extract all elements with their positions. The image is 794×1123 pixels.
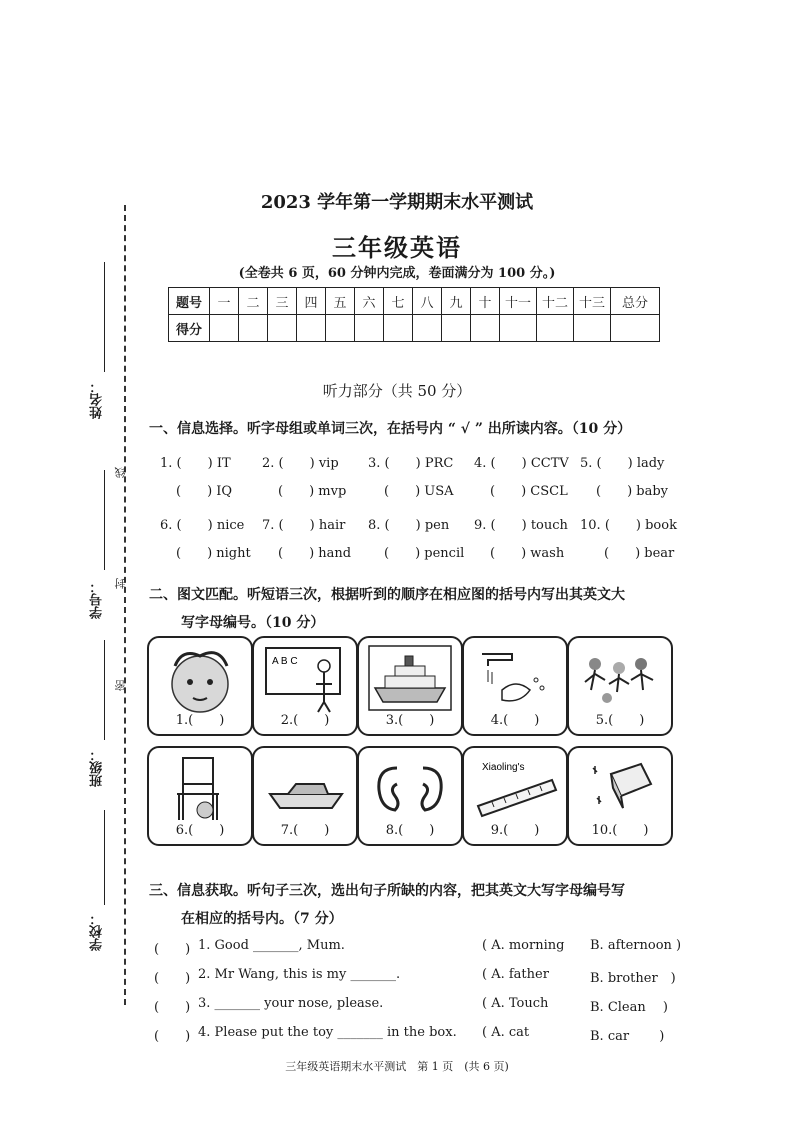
margin-name-label: 姓名： (90, 380, 105, 419)
row-label-question: 题号 (169, 288, 210, 315)
q3-option-b: B. afternoon ) (590, 938, 682, 953)
q3-sentence: 1. Good _______, Mum. (198, 938, 345, 953)
picture-label-10: 10.( ) (591, 823, 649, 838)
ruler-icon (472, 754, 558, 824)
question-number-cell: 十一 (500, 288, 537, 315)
score-cell[interactable] (239, 315, 268, 342)
score-cell[interactable] (384, 315, 413, 342)
question-number-cell: 四 (297, 288, 326, 315)
score-row-numbers (169, 288, 660, 315)
q1-option-b[interactable]: ( ) pencil (384, 546, 465, 561)
q1-option-a[interactable]: 7. ( ) hair (262, 518, 346, 533)
row-label-score: 得分 (169, 315, 210, 342)
q1-option-b-text: hand (318, 546, 352, 561)
score-cell[interactable] (210, 315, 239, 342)
seal-fold-mark: 封 (114, 578, 127, 589)
score-cell[interactable] (413, 315, 442, 342)
q1-option-b-text: wash (530, 546, 565, 561)
question-number-cell: 十三 (574, 288, 611, 315)
q3-answer-paren[interactable]: ( ) (154, 1029, 191, 1044)
picture-frame-4 (462, 636, 568, 736)
q1-option-b[interactable]: ( ) bear (604, 546, 675, 561)
q2-heading-line1: 二、图文匹配。听短语三次，根据听到的顺序在相应图的括号内写出其英文大 (149, 587, 625, 603)
exam-subject: 三年级英语 (332, 233, 462, 262)
ears-icon (367, 754, 453, 824)
picture-frame-1 (147, 636, 253, 736)
children-playing-icon (577, 644, 663, 714)
picture-frame-7 (252, 746, 358, 846)
picture-label-9: 9.( ) (490, 823, 540, 838)
q1-option-b-text: night (216, 546, 251, 561)
question-number-cell: 六 (355, 288, 384, 315)
baby-face-icon (157, 644, 243, 714)
picture-label-3: 3.( ) (385, 713, 435, 728)
question-number-cell: 十 (471, 288, 500, 315)
q1-option-a[interactable]: 10. ( ) book (580, 518, 677, 533)
q1-option-a[interactable]: 9. ( ) touch (474, 518, 568, 533)
q3-answer-paren[interactable]: ( ) (154, 1000, 191, 1015)
ruler-text: Xiaoling's (482, 762, 525, 773)
q3-sentence: 4. Please put the toy _______ in the box. (198, 1025, 457, 1040)
q1-option-b-text: USA (424, 484, 454, 499)
score-cell[interactable] (326, 315, 355, 342)
q1-option-a-text: pen (424, 518, 450, 533)
q1-option-a[interactable]: 8. ( ) pen (368, 518, 450, 533)
picture-label-6: 6.( ) (175, 823, 225, 838)
q1-option-b[interactable]: ( ) wash (490, 546, 565, 561)
picture-frame-9 (462, 746, 568, 846)
q1-option-b-text: bear (644, 546, 675, 561)
eraser-icon (577, 754, 663, 824)
question-number-cell: 三 (268, 288, 297, 315)
picture-label-8: 8.( ) (385, 823, 435, 838)
q3-option-b: B. Clean ) (590, 1000, 668, 1015)
q1-item-number: 3. (368, 456, 381, 471)
picture-frame-10 (567, 746, 673, 846)
washing-hands-icon (472, 644, 558, 714)
picture-label-1: 1.( ) (175, 713, 225, 728)
q3-answer-paren[interactable]: ( ) (154, 942, 191, 957)
q1-item-number: 10. (580, 518, 601, 533)
binding-dashed-line (124, 205, 126, 1005)
picture-frame-8 (357, 746, 463, 846)
score-cell[interactable] (355, 315, 384, 342)
score-cell[interactable] (611, 315, 660, 342)
seal-close-mark: 密 (114, 680, 127, 691)
q1-option-b[interactable]: ( ) CSCL (490, 484, 568, 499)
q3-option-a: ( A. father (482, 967, 549, 982)
q3-option-a: ( A. morning (482, 938, 565, 953)
exam-note: (全卷共 6 页，60 分钟内完成，卷面满分为 100 分。) (238, 266, 556, 281)
picture-frame-5 (567, 636, 673, 736)
margin-id-line (104, 470, 105, 570)
q2-heading-line2: 写字母编号。（10 分） (181, 615, 325, 631)
picture-frame-6 (147, 746, 253, 846)
q1-option-a-text: nice (216, 518, 245, 533)
q1-option-a-text: IT (216, 456, 231, 471)
exam-title: 2023 学年第一学期期末水平测试 (260, 192, 534, 213)
picture-label-7: 7.( ) (280, 823, 330, 838)
question-number-cell: 七 (384, 288, 413, 315)
q1-option-a[interactable]: 5. ( ) lady (580, 456, 665, 471)
page-footer: 三年级英语期末水平测试 第 1 页 (共 6 页) (285, 1060, 509, 1073)
q1-option-a-text: hair (318, 518, 346, 533)
score-cell[interactable] (442, 315, 471, 342)
picture-label-5: 5.( ) (595, 713, 645, 728)
score-cell[interactable] (574, 315, 611, 342)
q1-item-number: 2. (262, 456, 275, 471)
q1-option-a-text: touch (530, 518, 568, 533)
q1-option-a[interactable]: 2. ( ) vip (262, 456, 339, 471)
margin-id-label: 学号： (90, 580, 105, 619)
margin-school-line (104, 810, 105, 905)
score-cell[interactable] (500, 315, 537, 342)
boat-icon (262, 754, 348, 824)
question-number-cell: 五 (326, 288, 355, 315)
q1-option-b[interactable]: ( ) IQ (176, 484, 233, 499)
question-number-cell: 一 (210, 288, 239, 315)
picture-label-2: 2.( ) (280, 713, 330, 728)
q3-sentence: 3. _______ your nose, please. (198, 996, 384, 1011)
q1-option-a[interactable]: 1. ( ) IT (160, 456, 231, 471)
question-number-cell: 十二 (537, 288, 574, 315)
q3-sentence: 2. Mr Wang, this is my _______. (198, 967, 401, 982)
q3-option-a: ( A. cat (482, 1025, 530, 1040)
q1-heading: 一、信息选择。听字母组或单词三次，在括号内 “ √ ” 出所读内容。（10 分） (149, 421, 632, 437)
score-row-scores (169, 315, 660, 342)
q3-answer-paren[interactable]: ( ) (154, 971, 191, 986)
question-number-cell: 八 (413, 288, 442, 315)
q1-item-number: 6. (160, 518, 173, 533)
picture-frame-3 (357, 636, 463, 736)
margin-class-label: 班级： (90, 748, 105, 787)
question-number-cell: 总分 (611, 288, 660, 315)
q1-option-b-text: IQ (216, 484, 233, 499)
q1-option-b-text: CSCL (530, 484, 568, 499)
q1-option-a-text: PRC (424, 456, 454, 471)
seal-line-mark: 线 (114, 467, 127, 478)
q1-option-a-text: CCTV (530, 456, 569, 471)
q1-item-number: 5. (580, 456, 593, 471)
chair-ball-icon (157, 754, 243, 824)
q3-heading-line2: 在相应的括号内。（7 分） (181, 911, 343, 927)
picture-label-4: 4.( ) (490, 713, 540, 728)
q1-item-number: 7. (262, 518, 275, 533)
score-cell[interactable] (471, 315, 500, 342)
q3-heading-line1: 三、信息获取。听句子三次，选出句子所缺的内容，把其英文大写字母编号写 (149, 883, 625, 899)
question-number-cell: 九 (442, 288, 471, 315)
blackboard-text: A B C (272, 656, 298, 667)
q1-option-b-text: mvp (318, 484, 347, 499)
q3-option-b: B. brother ) (590, 971, 676, 986)
teacher-blackboard-icon (262, 644, 348, 714)
listening-heading: 听力部分（共 50 分） (322, 382, 472, 400)
margin-school-label: 学校： (90, 912, 105, 951)
q1-item-number: 1. (160, 456, 173, 471)
margin-name-line (104, 262, 105, 372)
q1-option-a-text: vip (318, 456, 339, 471)
ship-icon (367, 644, 453, 714)
q1-option-b[interactable]: ( ) baby (596, 484, 669, 499)
q1-item-number: 8. (368, 518, 381, 533)
q1-option-a-text: book (645, 518, 677, 533)
q1-option-a[interactable]: 4. ( ) CCTV (474, 456, 569, 471)
q1-option-b-text: pencil (424, 546, 465, 561)
q1-option-a[interactable]: 6. ( ) nice (160, 518, 245, 533)
q1-option-a[interactable]: 3. ( ) PRC (368, 456, 454, 471)
q1-option-b-text: baby (636, 484, 669, 499)
picture-frame-2 (252, 636, 358, 736)
q1-option-a-text: lady (636, 456, 665, 471)
q1-option-b[interactable]: ( ) night (176, 546, 251, 561)
q1-item-number: 9. (474, 518, 487, 533)
q1-option-b[interactable]: ( ) USA (384, 484, 454, 499)
q1-option-b[interactable]: ( ) hand (278, 546, 352, 561)
margin-class-line (104, 640, 105, 740)
q1-item-number: 4. (474, 456, 487, 471)
q3-option-b: B. car ) (590, 1029, 665, 1044)
score-cell[interactable] (268, 315, 297, 342)
score-cell[interactable] (297, 315, 326, 342)
score-table (168, 287, 660, 342)
q3-option-a: ( A. Touch (482, 996, 549, 1011)
question-number-cell: 二 (239, 288, 268, 315)
q1-option-b[interactable]: ( ) mvp (278, 484, 347, 499)
score-cell[interactable] (537, 315, 574, 342)
